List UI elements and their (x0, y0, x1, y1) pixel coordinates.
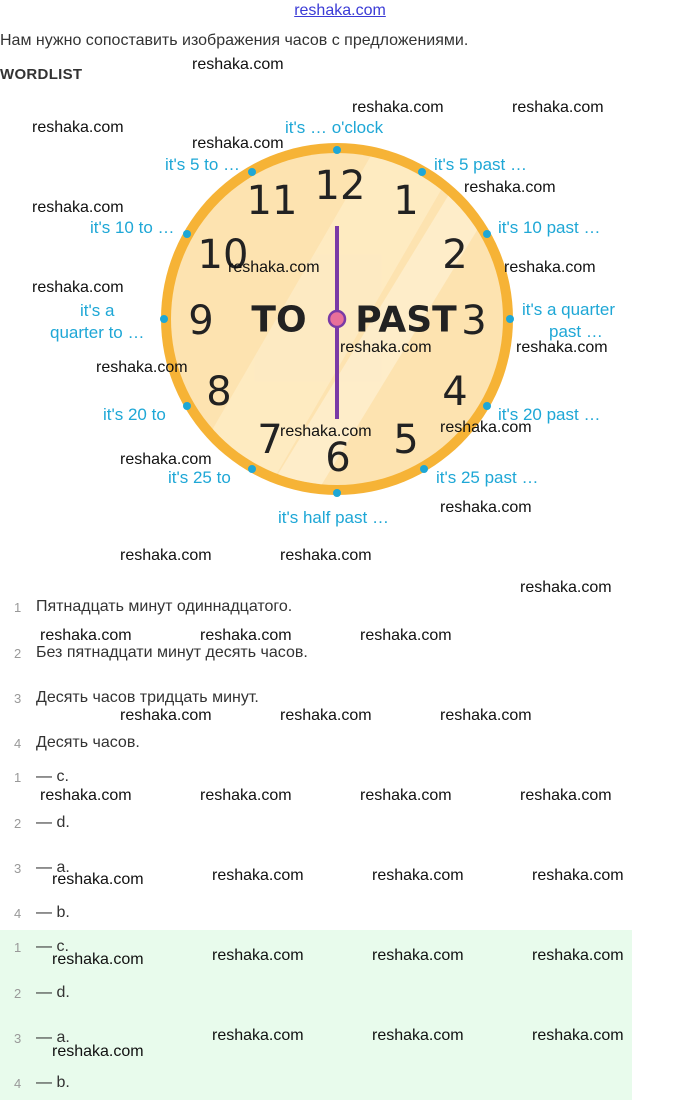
watermark: reshaka.com (200, 787, 292, 804)
item-number: 3 (14, 691, 22, 706)
item-text: — c. (36, 768, 69, 785)
item-text: — a. (36, 859, 70, 876)
watermark: reshaka.com (340, 339, 432, 356)
highlight-answer-item (0, 984, 632, 1029)
item-number: 2 (14, 816, 22, 831)
clock-number-1: 1 (393, 178, 419, 224)
label-20-past: it's 20 past … (498, 405, 601, 424)
intro-text: Нам нужно сопоставить изображения часов с предложениями. (0, 32, 469, 49)
clock-number-10: 10 (197, 232, 249, 278)
watermark: reshaka.com (120, 707, 212, 724)
item-number: 3 (14, 861, 22, 876)
clock-number-7: 7 (257, 417, 283, 463)
item-number: 2 (14, 646, 22, 661)
watermark: reshaka.com (372, 1027, 464, 1044)
label-25-to: it's 25 to (168, 468, 231, 487)
watermark: reshaka.com (280, 423, 372, 440)
item-number: 1 (14, 770, 22, 785)
watermark: reshaka.com (52, 1043, 144, 1060)
watermark: reshaka.com (192, 135, 284, 152)
item-number: 4 (14, 906, 22, 921)
clock-number-6: 6 (325, 435, 351, 481)
label-oclock: it's … o'clock (285, 118, 384, 137)
watermark: reshaka.com (52, 951, 144, 968)
watermark: reshaka.com (372, 867, 464, 884)
label-25-past: it's 25 past … (436, 468, 539, 487)
watermark: reshaka.com (40, 627, 132, 644)
clock-to-label: TO (251, 299, 307, 341)
clock-number-8: 8 (206, 369, 232, 415)
item-text: — d. (36, 984, 70, 1001)
clock-number-5: 5 (393, 417, 419, 463)
watermark: reshaka.com (512, 99, 604, 116)
item-number: 1 (14, 940, 22, 955)
watermark: reshaka.com (212, 1027, 304, 1044)
clock-center (329, 311, 345, 327)
label-5-to: it's 5 to … (165, 155, 241, 174)
item-text: — c. (36, 938, 69, 955)
clock-number-9: 9 (188, 298, 214, 344)
item-text: Пятнадцать минут одиннадцатого. (36, 598, 293, 615)
watermark: reshaka.com (40, 787, 132, 804)
watermark: reshaka.com (200, 627, 292, 644)
watermark: reshaka.com (532, 1027, 624, 1044)
watermark: reshaka.com (520, 579, 612, 596)
watermark: reshaka.com (532, 947, 624, 964)
watermark: reshaka.com (280, 707, 372, 724)
watermark: reshaka.com (372, 947, 464, 964)
label-quarter-to-line1: it's a (80, 301, 115, 320)
answer-item (0, 814, 632, 859)
watermark: reshaka.com (532, 867, 624, 884)
watermark: reshaka.com (516, 339, 608, 356)
sentence-item (0, 644, 632, 689)
watermark: reshaka.com (520, 787, 612, 804)
label-half-past: it's half past … (278, 508, 389, 527)
clock-number-4: 4 (442, 369, 468, 415)
item-number: 4 (14, 736, 22, 751)
watermark: reshaka.com (212, 867, 304, 884)
watermark: reshaka.com (360, 787, 452, 804)
item-text: Десять часов. (36, 734, 140, 751)
item-number: 1 (14, 600, 22, 615)
site-link[interactable]: reshaka.com (294, 2, 386, 19)
item-text: — d. (36, 814, 70, 831)
label-5-past: it's 5 past … (434, 155, 528, 174)
clock-number-2: 2 (442, 232, 468, 278)
item-text: Без пятнадцати минут десять часов. (36, 644, 308, 661)
label-10-past: it's 10 past … (498, 218, 601, 237)
clock-past-label: PAST (355, 299, 457, 341)
label-quarter-to-line2: quarter to … (50, 323, 145, 342)
watermark: reshaka.com (32, 199, 124, 216)
watermark: reshaka.com (280, 547, 372, 564)
watermark: reshaka.com (352, 99, 444, 116)
clock-number-3: 3 (461, 298, 487, 344)
watermark: reshaka.com (464, 179, 556, 196)
label-10-to: it's 10 to … (90, 218, 175, 237)
watermark: reshaka.com (120, 547, 212, 564)
clock-number-11: 11 (246, 178, 298, 224)
item-text: — b. (36, 1074, 70, 1091)
highlight-answer-item (0, 1074, 632, 1119)
watermark: reshaka.com (440, 419, 532, 436)
clock-number-12: 12 (314, 163, 366, 209)
label-quarter-past-line2: past … (549, 322, 603, 341)
watermark: reshaka.com (504, 259, 596, 276)
watermark: reshaka.com (52, 871, 144, 888)
label-quarter-past-line1: it's a quarter (522, 300, 616, 319)
item-text: — b. (36, 904, 70, 921)
wordlist-title: WORDLIST (0, 66, 83, 83)
watermark: reshaka.com (96, 359, 188, 376)
item-number: 3 (14, 1031, 22, 1046)
label-20-to: it's 20 to (103, 405, 166, 424)
watermark: reshaka.com (440, 707, 532, 724)
watermark: reshaka.com (32, 119, 124, 136)
item-text: Десять часов тридцать минут. (36, 689, 259, 706)
item-number: 2 (14, 986, 22, 1001)
watermark: reshaka.com (228, 259, 320, 276)
watermark: reshaka.com (192, 56, 284, 73)
watermark: reshaka.com (120, 451, 212, 468)
watermark: reshaka.com (212, 947, 304, 964)
watermark: reshaka.com (440, 499, 532, 516)
item-number: 4 (14, 1076, 22, 1091)
item-text: — a. (36, 1029, 70, 1046)
watermark: reshaka.com (32, 279, 124, 296)
watermark: reshaka.com (360, 627, 452, 644)
